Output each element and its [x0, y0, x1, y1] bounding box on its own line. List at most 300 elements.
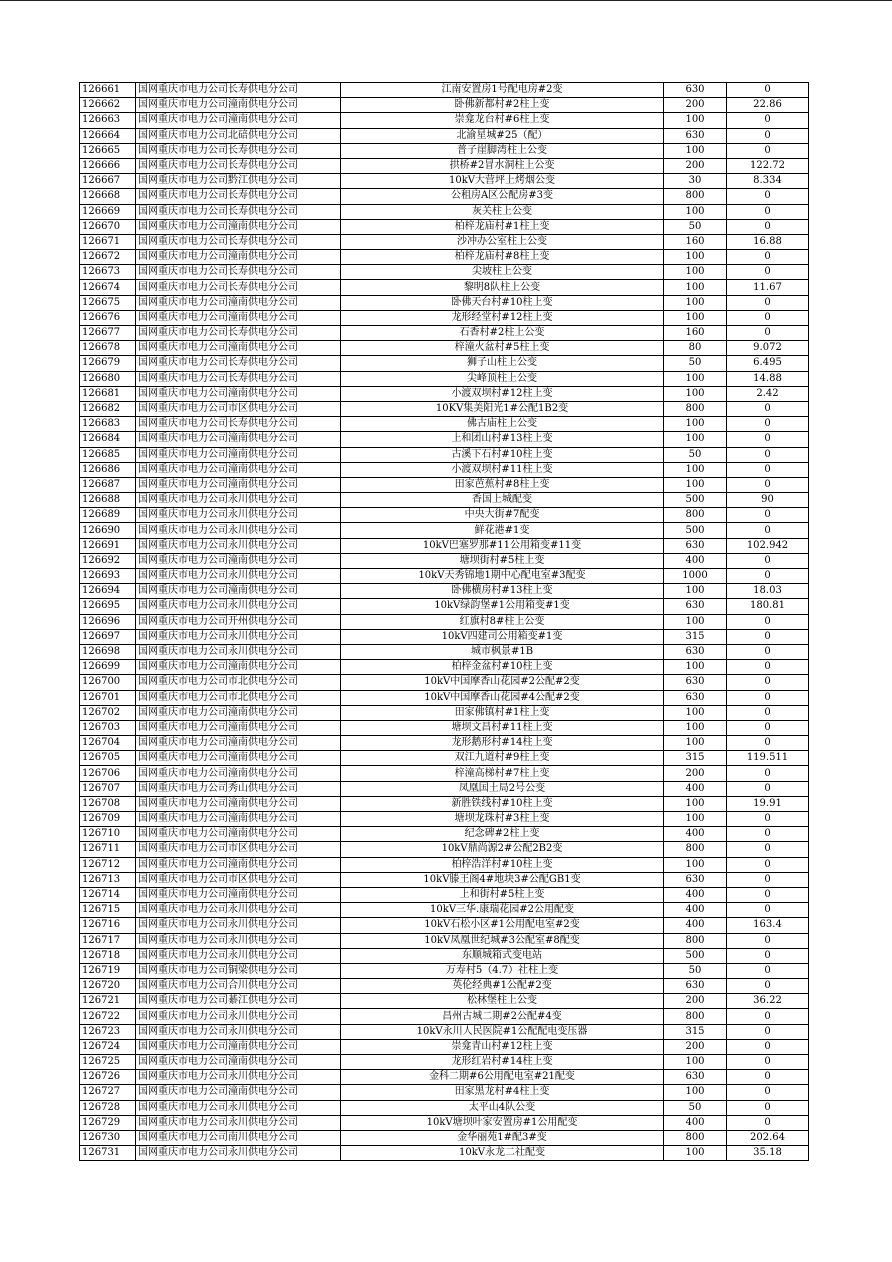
- cell-company: 国网重庆市电力公司潼南供电分公司: [136, 751, 341, 766]
- cell-value: 0: [727, 781, 809, 796]
- cell-value: 0: [727, 553, 809, 568]
- cell-value: 0: [727, 644, 809, 659]
- table-row: [80, 174, 809, 189]
- cell-transformer-name: 拱桥#2冒水洞柱上公变: [341, 158, 664, 173]
- table-row: [80, 690, 809, 705]
- cell-company: 国网重庆市电力公司潼南供电分公司: [136, 584, 341, 599]
- table-row: [80, 796, 809, 811]
- cell-id: 126701: [80, 690, 136, 705]
- cell-id: 126707: [80, 781, 136, 796]
- table-row: [80, 128, 809, 143]
- cell-capacity: 630: [664, 872, 727, 887]
- cell-id: 126716: [80, 918, 136, 933]
- cell-value: 180.81: [727, 599, 809, 614]
- cell-id: 126725: [80, 1055, 136, 1070]
- cell-transformer-name: 中央大街#7配变: [341, 508, 664, 523]
- cell-capacity: 100: [664, 417, 727, 432]
- cell-company: 国网重庆市电力公司永川供电分公司: [136, 508, 341, 523]
- cell-value: 0: [727, 1070, 809, 1085]
- cell-value: 0: [727, 432, 809, 447]
- table-row: [80, 432, 809, 447]
- table-row: [80, 751, 809, 766]
- cell-company: 国网重庆市电力公司永川供电分公司: [136, 933, 341, 948]
- cell-id: 126727: [80, 1085, 136, 1100]
- cell-value: 0: [727, 842, 809, 857]
- cell-id: 126730: [80, 1130, 136, 1145]
- cell-transformer-name: 柏梓龙庙村#1柱上变: [341, 219, 664, 234]
- table-row: [80, 644, 809, 659]
- cell-company: 国网重庆市电力公司长寿供电分公司: [136, 326, 341, 341]
- cell-capacity: 50: [664, 447, 727, 462]
- cell-capacity: 630: [664, 128, 727, 143]
- cell-value: 0: [727, 675, 809, 690]
- table-row: [80, 918, 809, 933]
- cell-value: 6.495: [727, 356, 809, 371]
- cell-capacity: 100: [664, 432, 727, 447]
- cell-id: 126695: [80, 599, 136, 614]
- cell-company: 国网重庆市电力公司秀山供电分公司: [136, 781, 341, 796]
- cell-value: 8.334: [727, 174, 809, 189]
- cell-id: 126690: [80, 523, 136, 538]
- cell-capacity: 50: [664, 963, 727, 978]
- cell-transformer-name: 东顺城箱式变电站: [341, 948, 664, 963]
- cell-value: 0: [727, 690, 809, 705]
- cell-value: 0: [727, 766, 809, 781]
- cell-id: 126669: [80, 204, 136, 219]
- cell-id: 126723: [80, 1024, 136, 1039]
- cell-transformer-name: 双江九道村#9柱上变: [341, 751, 664, 766]
- transformer-table: [79, 82, 809, 1161]
- cell-value: 2.42: [727, 386, 809, 401]
- cell-id: 126685: [80, 447, 136, 462]
- cell-company: 国网重庆市电力公司潼南供电分公司: [136, 432, 341, 447]
- cell-capacity: 500: [664, 948, 727, 963]
- cell-transformer-name: 卧佛横房村#13柱上变: [341, 584, 664, 599]
- cell-company: 国网重庆市电力公司潼南供电分公司: [136, 766, 341, 781]
- cell-value: 19.91: [727, 796, 809, 811]
- table-row: [80, 781, 809, 796]
- table-row: [80, 523, 809, 538]
- table-row: [80, 371, 809, 386]
- table-row: [80, 629, 809, 644]
- cell-id: 126705: [80, 751, 136, 766]
- cell-company: 国网重庆市电力公司潼南供电分公司: [136, 295, 341, 310]
- table-row: [80, 827, 809, 842]
- cell-value: 0: [727, 1100, 809, 1115]
- cell-id: 126699: [80, 660, 136, 675]
- cell-id: 126677: [80, 326, 136, 341]
- cell-transformer-name: 10kV永龙二社配变: [341, 1146, 664, 1161]
- cell-transformer-name: 田家黑龙村#4柱上变: [341, 1085, 664, 1100]
- cell-id: 126693: [80, 569, 136, 584]
- cell-company: 国网重庆市电力公司潼南供电分公司: [136, 705, 341, 720]
- cell-value: 0: [727, 614, 809, 629]
- table-row: [80, 660, 809, 675]
- table-row: [80, 493, 809, 508]
- table-row: [80, 1055, 809, 1070]
- cell-id: 126687: [80, 477, 136, 492]
- table-row: [80, 1100, 809, 1115]
- cell-id: 126706: [80, 766, 136, 781]
- cell-value: 0: [727, 948, 809, 963]
- cell-company: 国网重庆市电力公司南川供电分公司: [136, 1130, 341, 1145]
- cell-capacity: 100: [664, 265, 727, 280]
- cell-capacity: 30: [664, 174, 727, 189]
- table-row: [80, 83, 809, 98]
- cell-id: 126714: [80, 887, 136, 902]
- cell-company: 国网重庆市电力公司潼南供电分公司: [136, 736, 341, 751]
- cell-capacity: 80: [664, 341, 727, 356]
- table-row: [80, 341, 809, 356]
- cell-value: 0: [727, 569, 809, 584]
- cell-id: 126680: [80, 371, 136, 386]
- cell-capacity: 200: [664, 1039, 727, 1054]
- cell-id: 126691: [80, 538, 136, 553]
- cell-value: 0: [727, 1024, 809, 1039]
- cell-id: 126729: [80, 1115, 136, 1130]
- cell-capacity: 800: [664, 1009, 727, 1024]
- cell-value: 0: [727, 705, 809, 720]
- table-row: [80, 1115, 809, 1130]
- cell-id: 126689: [80, 508, 136, 523]
- cell-transformer-name: 鲜花港#1变: [341, 523, 664, 538]
- cell-id: 126724: [80, 1039, 136, 1054]
- cell-transformer-name: 塘坝街村#5柱上变: [341, 553, 664, 568]
- cell-transformer-name: 金科二期#6公用配电室#21配变: [341, 1070, 664, 1085]
- cell-company: 国网重庆市电力公司綦江供电分公司: [136, 994, 341, 1009]
- table-row: [80, 584, 809, 599]
- table-row: [80, 994, 809, 1009]
- cell-transformer-name: 城市枫景#1B: [341, 644, 664, 659]
- cell-transformer-name: 10kV石松小区#1公用配电室#2变: [341, 918, 664, 933]
- cell-capacity: 630: [664, 644, 727, 659]
- cell-transformer-name: 10kV大营坪上烤烟公变: [341, 174, 664, 189]
- cell-capacity: 100: [664, 280, 727, 295]
- cell-company: 国网重庆市电力公司长寿供电分公司: [136, 158, 341, 173]
- cell-value: 0: [727, 857, 809, 872]
- table-row: [80, 265, 809, 280]
- cell-transformer-name: 10kV绿韵堡#1公用箱变#1变: [341, 599, 664, 614]
- cell-capacity: 400: [664, 887, 727, 902]
- cell-transformer-name: 红旗村8#柱上公变: [341, 614, 664, 629]
- cell-company: 国网重庆市电力公司潼南供电分公司: [136, 113, 341, 128]
- cell-company: 国网重庆市电力公司长寿供电分公司: [136, 189, 341, 204]
- table-row: [80, 204, 809, 219]
- cell-capacity: 200: [664, 98, 727, 113]
- cell-company: 国网重庆市电力公司永川供电分公司: [136, 1009, 341, 1024]
- cell-capacity: 100: [664, 477, 727, 492]
- cell-company: 国网重庆市电力公司长寿供电分公司: [136, 280, 341, 295]
- cell-capacity: 800: [664, 508, 727, 523]
- cell-transformer-name: 龙形经堂村#12柱上变: [341, 310, 664, 325]
- cell-transformer-name: 佛古庙柱上公变: [341, 417, 664, 432]
- cell-transformer-name: 黎明8队柱上公变: [341, 280, 664, 295]
- cell-value: 16.88: [727, 234, 809, 249]
- cell-transformer-name: 松林堡柱上公变: [341, 994, 664, 1009]
- cell-capacity: 200: [664, 766, 727, 781]
- cell-transformer-name: 崇龛青山村#12柱上变: [341, 1039, 664, 1054]
- cell-capacity: 800: [664, 842, 727, 857]
- cell-id: 126702: [80, 705, 136, 720]
- cell-company: 国网重庆市电力公司市区供电分公司: [136, 842, 341, 857]
- table-row: [80, 705, 809, 720]
- table-row: [80, 553, 809, 568]
- cell-transformer-name: 柏梓龙庙村#8柱上变: [341, 250, 664, 265]
- table-row: [80, 189, 809, 204]
- cell-company: 国网重庆市电力公司永川供电分公司: [136, 523, 341, 538]
- cell-id: 126668: [80, 189, 136, 204]
- cell-value: 0: [727, 736, 809, 751]
- cell-id: 126666: [80, 158, 136, 173]
- table-row: [80, 736, 809, 751]
- table-row: [80, 462, 809, 477]
- cell-company: 国网重庆市电力公司永川供电分公司: [136, 918, 341, 933]
- cell-capacity: 100: [664, 736, 727, 751]
- cell-transformer-name: 纪念碑#2柱上变: [341, 827, 664, 842]
- cell-value: 0: [727, 629, 809, 644]
- cell-capacity: 50: [664, 356, 727, 371]
- cell-id: 126684: [80, 432, 136, 447]
- cell-transformer-name: 10kV天秀锦地1期中心配电室#3配变: [341, 569, 664, 584]
- cell-company: 国网重庆市电力公司开州供电分公司: [136, 614, 341, 629]
- cell-id: 126718: [80, 948, 136, 963]
- table-row: [80, 766, 809, 781]
- cell-transformer-name: 梓潼高梯村#7柱上变: [341, 766, 664, 781]
- cell-value: 0: [727, 447, 809, 462]
- cell-value: 0: [727, 326, 809, 341]
- cell-value: 0: [727, 827, 809, 842]
- cell-id: 126681: [80, 386, 136, 401]
- cell-id: 126700: [80, 675, 136, 690]
- cell-id: 126662: [80, 98, 136, 113]
- cell-id: 126694: [80, 584, 136, 599]
- cell-value: 0: [727, 462, 809, 477]
- cell-company: 国网重庆市电力公司潼南供电分公司: [136, 553, 341, 568]
- cell-capacity: 100: [664, 143, 727, 158]
- cell-transformer-name: 尖峰顶柱上公变: [341, 371, 664, 386]
- cell-company: 国网重庆市电力公司潼南供电分公司: [136, 887, 341, 902]
- table-row: [80, 143, 809, 158]
- cell-id: 126688: [80, 493, 136, 508]
- cell-capacity: 400: [664, 1115, 727, 1130]
- table-row: [80, 234, 809, 249]
- cell-company: 国网重庆市电力公司长寿供电分公司: [136, 234, 341, 249]
- cell-capacity: 500: [664, 523, 727, 538]
- cell-capacity: 160: [664, 234, 727, 249]
- cell-company: 国网重庆市电力公司长寿供电分公司: [136, 265, 341, 280]
- table-row: [80, 477, 809, 492]
- cell-transformer-name: 万寿村5（4.7）社柱上变: [341, 963, 664, 978]
- table-row: [80, 599, 809, 614]
- cell-transformer-name: 田家佛镇村#1柱上变: [341, 705, 664, 720]
- cell-value: 0: [727, 963, 809, 978]
- cell-company: 国网重庆市电力公司长寿供电分公司: [136, 356, 341, 371]
- cell-capacity: 100: [664, 796, 727, 811]
- table-row: [80, 842, 809, 857]
- cell-company: 国网重庆市电力公司永川供电分公司: [136, 629, 341, 644]
- cell-id: 126679: [80, 356, 136, 371]
- cell-capacity: 315: [664, 751, 727, 766]
- cell-capacity: 630: [664, 538, 727, 553]
- cell-id: 126670: [80, 219, 136, 234]
- cell-company: 国网重庆市电力公司永川供电分公司: [136, 948, 341, 963]
- cell-value: 14.88: [727, 371, 809, 386]
- cell-company: 国网重庆市电力公司长寿供电分公司: [136, 143, 341, 158]
- table-row: [80, 1130, 809, 1145]
- cell-transformer-name: 塘坝龙珠村#3柱上变: [341, 812, 664, 827]
- cell-transformer-name: 香国上城配变: [341, 493, 664, 508]
- cell-transformer-name: 卧佛新都村#2柱上变: [341, 98, 664, 113]
- cell-capacity: 400: [664, 918, 727, 933]
- cell-company: 国网重庆市电力公司长寿供电分公司: [136, 371, 341, 386]
- cell-capacity: 800: [664, 933, 727, 948]
- cell-capacity: 50: [664, 219, 727, 234]
- cell-transformer-name: 龙形红岩村#14柱上变: [341, 1055, 664, 1070]
- cell-value: 0: [727, 660, 809, 675]
- cell-transformer-name: 上和团山村#13柱上变: [341, 432, 664, 447]
- cell-id: 126683: [80, 417, 136, 432]
- cell-transformer-name: 10kV中国摩香山花园#4公配#2变: [341, 690, 664, 705]
- cell-capacity: 800: [664, 189, 727, 204]
- cell-company: 国网重庆市电力公司潼南供电分公司: [136, 1039, 341, 1054]
- cell-company: 国网重庆市电力公司北碚供电分公司: [136, 128, 341, 143]
- cell-company: 国网重庆市电力公司潼南供电分公司: [136, 219, 341, 234]
- cell-id: 126678: [80, 341, 136, 356]
- cell-transformer-name: 10kV永川人民医院#1公配配电变压器: [341, 1024, 664, 1039]
- cell-company: 国网重庆市电力公司合川供电分公司: [136, 979, 341, 994]
- cell-company: 国网重庆市电力公司长寿供电分公司: [136, 204, 341, 219]
- cell-transformer-name: 石香村#2柱上公变: [341, 326, 664, 341]
- cell-company: 国网重庆市电力公司长寿供电分公司: [136, 83, 341, 98]
- cell-transformer-name: 新胜铁线村#10柱上变: [341, 796, 664, 811]
- cell-id: 126675: [80, 295, 136, 310]
- cell-capacity: 160: [664, 326, 727, 341]
- cell-value: 0: [727, 1009, 809, 1024]
- cell-id: 126686: [80, 462, 136, 477]
- cell-value: 0: [727, 83, 809, 98]
- cell-id: 126712: [80, 857, 136, 872]
- cell-company: 国网重庆市电力公司黔江供电分公司: [136, 174, 341, 189]
- cell-value: 202.64: [727, 1130, 809, 1145]
- cell-id: 126708: [80, 796, 136, 811]
- cell-value: 0: [727, 508, 809, 523]
- cell-value: 0: [727, 189, 809, 204]
- cell-transformer-name: 梓潼火盆村#5柱上变: [341, 341, 664, 356]
- cell-value: 0: [727, 1055, 809, 1070]
- cell-capacity: 315: [664, 1024, 727, 1039]
- cell-capacity: 100: [664, 1146, 727, 1161]
- cell-id: 126663: [80, 113, 136, 128]
- cell-value: 119.511: [727, 751, 809, 766]
- cell-capacity: 630: [664, 675, 727, 690]
- cell-company: 国网重庆市电力公司潼南供电分公司: [136, 462, 341, 477]
- cell-company: 国网重庆市电力公司市北供电分公司: [136, 690, 341, 705]
- table-row: [80, 569, 809, 584]
- cell-transformer-name: 10kV塘坝叶家安置房#1公用配变: [341, 1115, 664, 1130]
- cell-company: 国网重庆市电力公司永川供电分公司: [136, 644, 341, 659]
- cell-capacity: 100: [664, 720, 727, 735]
- cell-transformer-name: 10kV滕王阁4#地块3#公配GB1变: [341, 872, 664, 887]
- table-row: [80, 1070, 809, 1085]
- table-row: [80, 1085, 809, 1100]
- table-row: [80, 295, 809, 310]
- table-row: [80, 1146, 809, 1161]
- cell-transformer-name: 10KV集美阳光1#公配1B2变: [341, 401, 664, 416]
- cell-company: 国网重庆市电力公司潼南供电分公司: [136, 1085, 341, 1100]
- cell-company: 国网重庆市电力公司市区供电分公司: [136, 872, 341, 887]
- cell-id: 126711: [80, 842, 136, 857]
- cell-company: 国网重庆市电力公司潼南供电分公司: [136, 827, 341, 842]
- cell-company: 国网重庆市电力公司永川供电分公司: [136, 599, 341, 614]
- cell-capacity: 630: [664, 599, 727, 614]
- cell-company: 国网重庆市电力公司潼南供电分公司: [136, 720, 341, 735]
- table-row: [80, 310, 809, 325]
- table-row: [80, 280, 809, 295]
- cell-transformer-name: 10kV鼎尚源2#公配2B2变: [341, 842, 664, 857]
- cell-transformer-name: 公租房A区公配房#3变: [341, 189, 664, 204]
- table-row: [80, 614, 809, 629]
- cell-capacity: 100: [664, 371, 727, 386]
- cell-value: 0: [727, 903, 809, 918]
- cell-capacity: 100: [664, 462, 727, 477]
- cell-company: 国网重庆市电力公司永川供电分公司: [136, 903, 341, 918]
- cell-company: 国网重庆市电力公司潼南供电分公司: [136, 1055, 341, 1070]
- cell-capacity: 630: [664, 979, 727, 994]
- cell-capacity: 400: [664, 553, 727, 568]
- table-row: [80, 417, 809, 432]
- cell-id: 126720: [80, 979, 136, 994]
- cell-value: 0: [727, 872, 809, 887]
- cell-transformer-name: 龙形鹅形村#14柱上变: [341, 736, 664, 751]
- table-row: [80, 250, 809, 265]
- cell-id: 126698: [80, 644, 136, 659]
- table-row: [80, 963, 809, 978]
- cell-value: 0: [727, 720, 809, 735]
- cell-value: 11.67: [727, 280, 809, 295]
- cell-company: 国网重庆市电力公司潼南供电分公司: [136, 477, 341, 492]
- cell-company: 国网重庆市电力公司潼南供电分公司: [136, 250, 341, 265]
- table-row: [80, 1024, 809, 1039]
- cell-capacity: 100: [664, 705, 727, 720]
- cell-value: 0: [727, 812, 809, 827]
- cell-capacity: 400: [664, 827, 727, 842]
- cell-capacity: 100: [664, 204, 727, 219]
- table-row: [80, 401, 809, 416]
- cell-transformer-name: 灰关柱上公变: [341, 204, 664, 219]
- cell-capacity: 100: [664, 584, 727, 599]
- cell-capacity: 50: [664, 1100, 727, 1115]
- cell-transformer-name: 田家芭蕉村#8柱上变: [341, 477, 664, 492]
- cell-capacity: 800: [664, 401, 727, 416]
- cell-value: 0: [727, 523, 809, 538]
- cell-id: 126731: [80, 1146, 136, 1161]
- table-row: [80, 1009, 809, 1024]
- cell-id: 126672: [80, 250, 136, 265]
- table-row: [80, 386, 809, 401]
- cell-capacity: 100: [664, 250, 727, 265]
- cell-capacity: 100: [664, 295, 727, 310]
- cell-capacity: 500: [664, 493, 727, 508]
- table-row: [80, 447, 809, 462]
- cell-company: 国网重庆市电力公司长寿供电分公司: [136, 417, 341, 432]
- table-row: [80, 948, 809, 963]
- table-row: [80, 538, 809, 553]
- table-row: [80, 1039, 809, 1054]
- cell-company: 国网重庆市电力公司永川供电分公司: [136, 1100, 341, 1115]
- cell-value: 0: [727, 295, 809, 310]
- cell-id: 126704: [80, 736, 136, 751]
- cell-transformer-name: 普子崖脚湾柱上公变: [341, 143, 664, 158]
